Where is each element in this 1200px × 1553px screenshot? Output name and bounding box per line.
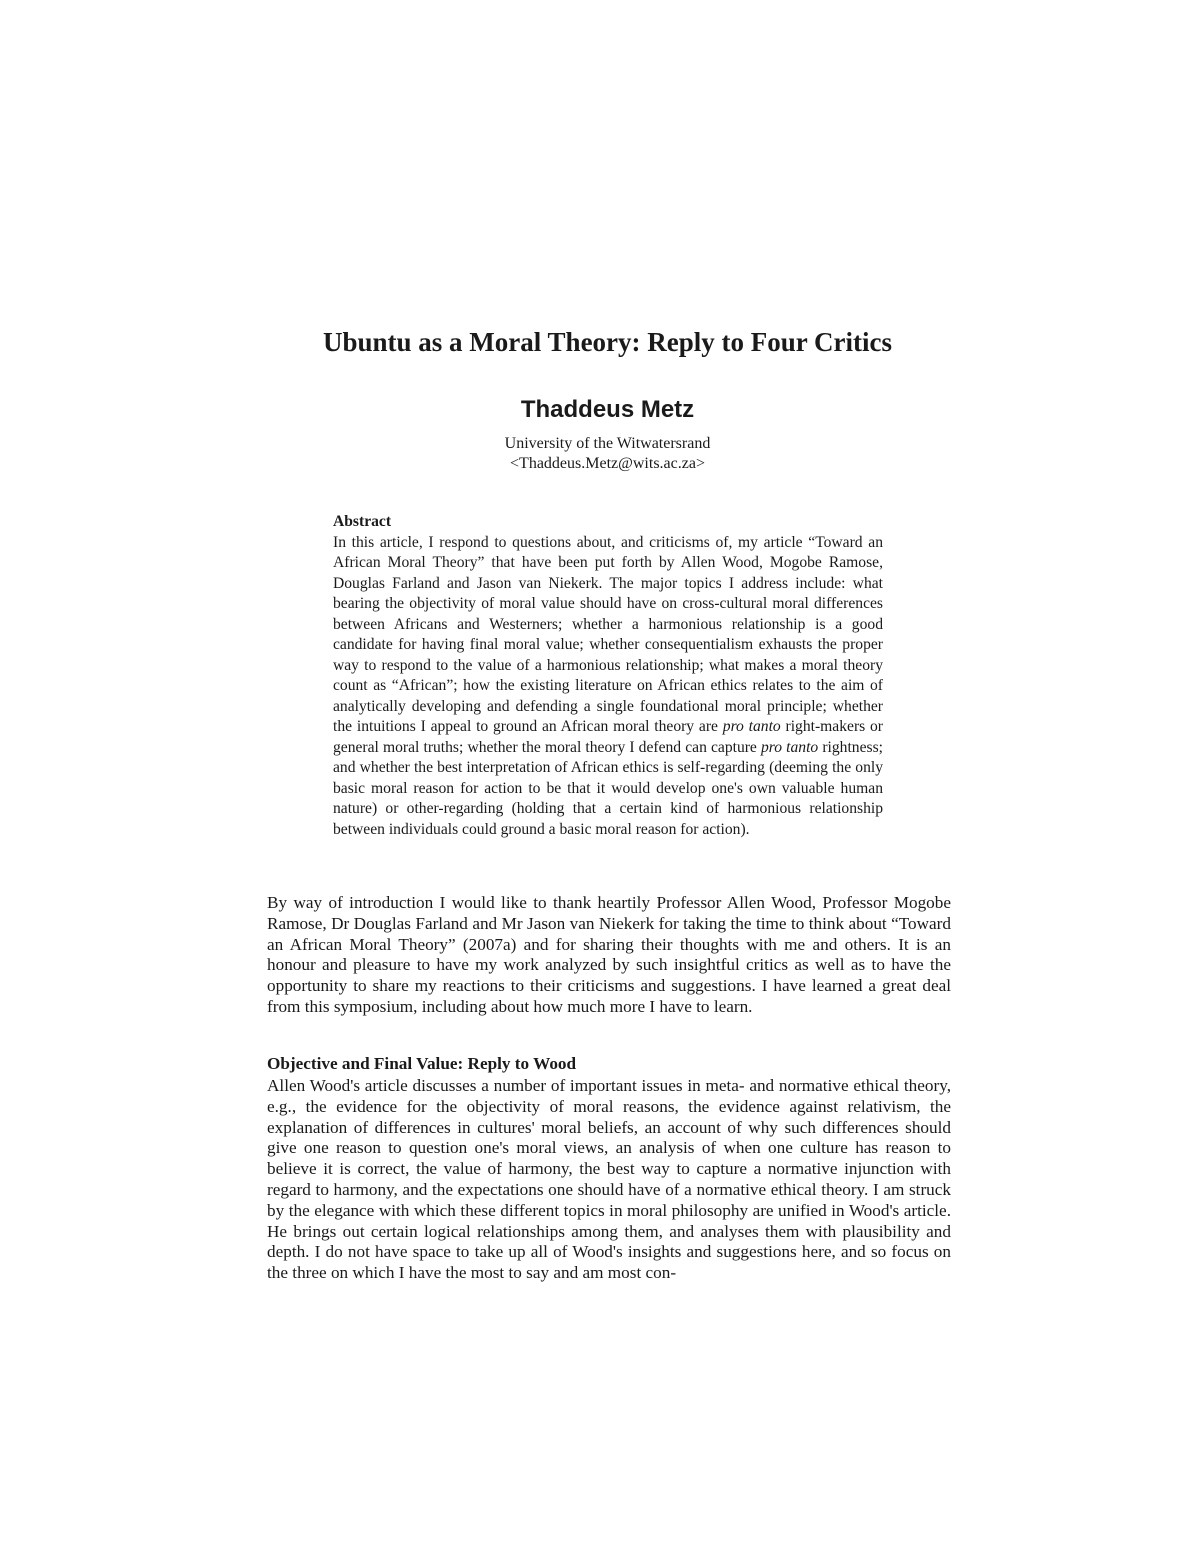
- paper-title: Ubuntu as a Moral Theory: Reply to Four Critics: [323, 327, 892, 357]
- abstract-heading: Abstract: [333, 513, 392, 530]
- author-name: Thaddeus Metz: [520, 396, 695, 423]
- abstract-text-part-3: rightness; and whether the best interpretation of African ethics is self-regarding (deeming the only basic moral reason for action to be that it would develop one's own valuable human nature) or other-regarding (holding that a certain kind of harmonious relationship between individuals could ground a basic moral reason for action).: [333, 738, 883, 838]
- intro-paragraph: By way of introduction I would like to thank heartily Professor Allen Wood, Professor Mogobe Ramose, Dr Douglas Farland and Mr Jason van Niekerk for taking the time to think about “Toward an African Moral Theory” (2007a) and for sharing their thoughts with me and others. It is an honour and pleasure to have my work analyzed by such insightful critics as well as to have the opportunity to share my reactions to their criticisms and suggestions. I have learned a great deal from this symposium, including about how much more I have to learn.: [267, 893, 951, 1016]
- abstract-text: [333, 533, 883, 841]
- abstract-italic-term-1: pro tanto: [722, 718, 781, 735]
- abstract-italic-term-2: pro tanto: [760, 738, 819, 756]
- section-heading: Objective and Final Value: Reply to Wood: [267, 1054, 577, 1073]
- section-paragraph: Allen Wood's article discusses a number of important issues in meta- and normative ethical theory, e.g., the evidence for the objectivity of moral reasons, the evidence against relativism, the explanation of differences in cultures' moral beliefs, an account of why such differences should give one reason to question one's moral views, an analysis of when one culture has reason to believe it is correct, the value of harmony, the best way to capture a normative injunction with regard to harmony, and the expectations one should have of a normative ethical theory. I am struck by the elegance with which these different topics in moral philosophy are unified in Wood's article. He brings out certain logical relationships among them, and analyses them with plausibility and depth. I do not have space to take up all of Wood's insights and suggestions here, and so focus on the three on which I have the most to say and am most con-: [267, 1076, 951, 1283]
- abstract-text-part-1: In this article, I respond to questions about, and criticisms of, my article “Toward an African Moral Theory” that have been put forth by Allen Wood, Mogobe Ramose, Douglas Farland and Jason van Niekerk. The major topics I address include: what bearing the objectivity of moral value should have on cross-cultural moral differences between Africans and Westerners; whether a harmonious relationship is a good candidate for having final moral value; whether consequentialism exhausts the proper way to respond to the value of a harmonious relationship; what makes a moral theory count as “African”; how the existing literature on African ethics relates to the aim of analytically developing and defending a single foundational moral principle; whether the intuitions I appeal to ground an African moral theory are: [333, 533, 883, 735]
- abstract-text-part-2: right-makers or general moral truths; whether the moral theory I defend can capture: [333, 718, 883, 756]
- abstract-section: [333, 512, 883, 840]
- affiliation: University of the Witwatersrand: [504, 435, 711, 452]
- author-email: <Thaddeus.Metz@wits.ac.za>: [510, 455, 705, 472]
- author-affiliation-block: [0, 434, 1200, 474]
